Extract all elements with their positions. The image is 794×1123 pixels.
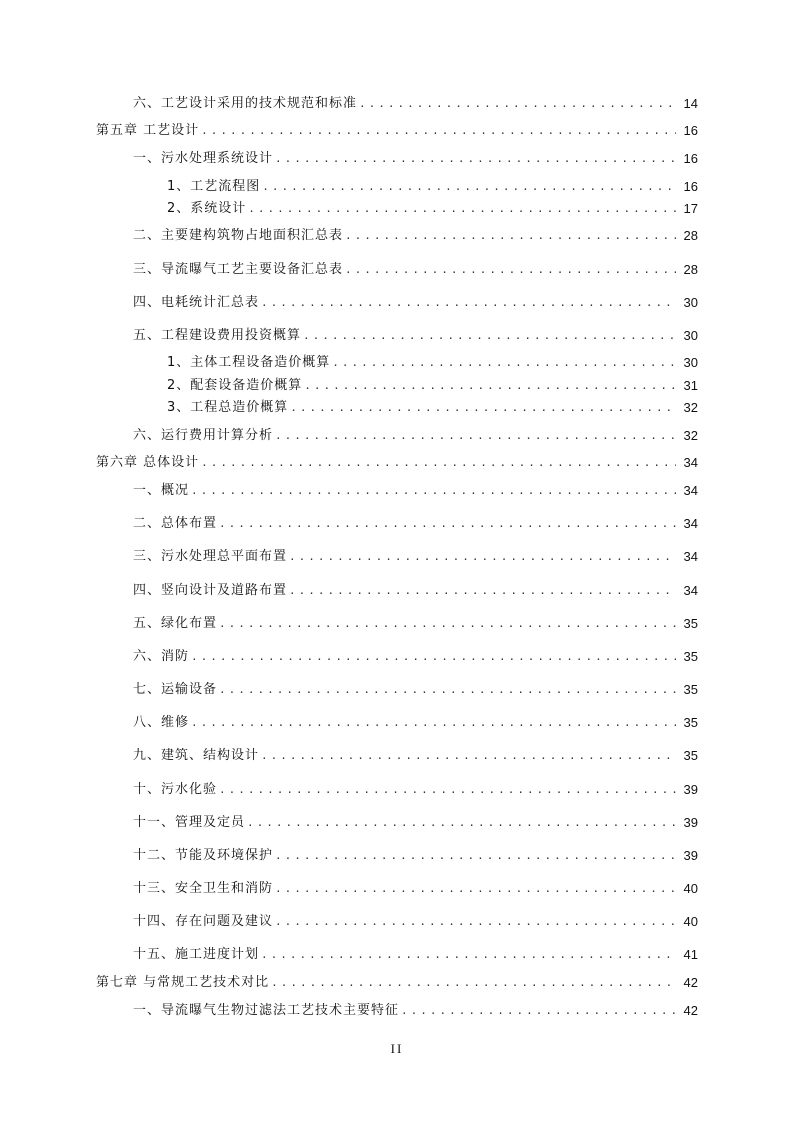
toc-entry-page: 34: [683, 583, 698, 598]
toc-entry-label: 二、总体布置: [133, 516, 218, 531]
toc-entry[interactable]: [133, 846, 698, 866]
toc-entry[interactable]: [96, 973, 698, 993]
dot-leader: [275, 846, 676, 866]
toc-entry[interactable]: [133, 426, 698, 446]
dot-leader: [303, 326, 676, 346]
toc-entry-label: 十五、施工进度计划: [133, 947, 260, 962]
dot-leader: [248, 199, 676, 219]
toc-entry-page: 39: [683, 848, 698, 863]
dot-leader: [201, 121, 676, 141]
dot-leader: [191, 647, 676, 667]
dot-leader: [219, 514, 676, 534]
toc-entry[interactable]: [133, 746, 698, 766]
toc-entry-page: 31: [683, 378, 698, 393]
toc-entry-page: 40: [683, 914, 698, 929]
dot-leader: [261, 293, 676, 313]
toc-entry-page: 40: [683, 881, 698, 896]
toc-entry-page: 16: [683, 123, 698, 138]
dot-leader: [219, 780, 676, 800]
dot-leader: [262, 177, 676, 197]
toc-entry[interactable]: [133, 945, 698, 965]
toc-entry-label: 十四、存在问题及建议: [133, 914, 274, 929]
toc-entry-label: 四、电耗统计汇总表: [133, 295, 260, 310]
toc-entry-label: 十三、安全卫生和消防: [133, 881, 274, 896]
dot-leader: [345, 226, 676, 246]
dot-leader: [332, 353, 676, 373]
toc-entry[interactable]: [133, 813, 698, 833]
dot-leader: [345, 260, 676, 280]
toc-entry-page: 35: [683, 748, 698, 763]
dot-leader: [275, 426, 676, 446]
toc-entry-label: 2、配套设备造价概算: [167, 378, 303, 393]
toc-entry-label: 2、系统设计: [167, 201, 247, 216]
toc-entry[interactable]: [167, 398, 698, 418]
toc-entry-page: 17: [683, 201, 698, 216]
toc-entry[interactable]: [133, 780, 698, 800]
dot-leader: [401, 1001, 676, 1021]
toc-entry-label: 三、污水处理总平面布置: [133, 549, 288, 564]
toc-entry-label: 1、工艺流程图: [167, 179, 261, 194]
toc-entry-page: 42: [683, 1003, 698, 1018]
toc-entry-label: 六、工艺设计采用的技术规范和标准: [133, 96, 358, 111]
toc-entry-label: 一、导流曝气生物过滤法工艺技术主要特征: [133, 1003, 400, 1018]
toc-entry-page: 30: [683, 355, 698, 370]
toc-entry-page: 30: [683, 295, 698, 310]
toc-entry-page: 34: [683, 455, 698, 470]
toc-entry[interactable]: [167, 177, 698, 197]
toc-entry[interactable]: [133, 647, 698, 667]
toc-entry-label: 五、工程建设费用投资概算: [133, 328, 302, 343]
toc-entry[interactable]: [133, 581, 698, 601]
dot-leader: [275, 879, 676, 899]
toc-entry-page: 30: [683, 328, 698, 343]
toc-entry-label: 三、导流曝气工艺主要设备汇总表: [133, 262, 344, 277]
toc-entry-label: 1、主体工程设备造价概算: [167, 355, 331, 370]
toc-entry-label: 第七章 与常规工艺技术对比: [96, 975, 270, 990]
toc-entry[interactable]: [133, 713, 698, 733]
dot-leader: [219, 680, 676, 700]
toc-entry-page: 35: [683, 616, 698, 631]
dot-leader: [201, 453, 676, 473]
dot-leader: [359, 94, 676, 114]
toc-entry-page: 16: [683, 151, 698, 166]
toc-entry-page: 35: [683, 715, 698, 730]
toc-entry-label: 十、污水化验: [133, 782, 218, 797]
toc-entry[interactable]: [133, 226, 698, 246]
toc-entry-page: 32: [683, 428, 698, 443]
toc-entry-page: 28: [683, 262, 698, 277]
toc-entry-page: 32: [683, 400, 698, 415]
toc-entry[interactable]: [167, 376, 698, 396]
toc-entry-page: 34: [683, 549, 698, 564]
dot-leader: [191, 481, 676, 501]
toc-entry[interactable]: [133, 293, 698, 313]
toc-entry[interactable]: [167, 353, 698, 373]
toc-entry[interactable]: [133, 326, 698, 346]
toc-entry-label: 一、概况: [133, 483, 190, 498]
toc-entry-label: 六、运行费用计算分析: [133, 428, 274, 443]
toc-entry[interactable]: [96, 121, 698, 141]
dot-leader: [289, 547, 676, 567]
toc-entry-label: 八、维修: [133, 715, 190, 730]
toc-entry[interactable]: [133, 680, 698, 700]
page-number: II: [390, 1041, 404, 1056]
toc-entry-page: 39: [683, 782, 698, 797]
toc-entry-page: 14: [683, 96, 698, 111]
toc-entry[interactable]: [133, 879, 698, 899]
toc-entry-label: 五、绿化布置: [133, 616, 218, 631]
toc-entry-page: 28: [683, 228, 698, 243]
dot-leader: [290, 398, 676, 418]
toc-entry[interactable]: [133, 1001, 698, 1021]
dot-leader: [271, 973, 676, 993]
dot-leader: [275, 912, 676, 932]
toc-entry-label: 3、工程总造价概算: [167, 400, 289, 415]
toc-entry[interactable]: [96, 453, 698, 473]
dot-leader: [191, 713, 676, 733]
toc-entry-label: 十二、节能及环境保护: [133, 848, 274, 863]
dot-leader: [219, 614, 676, 634]
toc-entry[interactable]: [133, 260, 698, 280]
toc-entry-label: 十一、管理及定员: [133, 815, 246, 830]
toc-entry[interactable]: [133, 94, 698, 114]
toc-entry-label: 四、竖向设计及道路布置: [133, 583, 288, 598]
dot-leader: [261, 746, 676, 766]
toc-entry[interactable]: [133, 614, 698, 634]
toc-entry[interactable]: [133, 514, 698, 534]
toc-entry-page: 41: [683, 947, 698, 962]
toc-entry[interactable]: [133, 481, 698, 501]
toc-entry-label: 第五章 工艺设计: [96, 123, 200, 138]
dot-leader: [261, 945, 676, 965]
toc-entry-page: 35: [683, 649, 698, 664]
toc-entry-page: 39: [683, 815, 698, 830]
dot-leader: [304, 376, 676, 396]
toc-entry-label: 九、建筑、结构设计: [133, 748, 260, 763]
dot-leader: [247, 813, 676, 833]
dot-leader: [289, 581, 676, 601]
toc-entry-label: 第六章 总体设计: [96, 455, 200, 470]
toc-entry-label: 六、消防: [133, 649, 190, 664]
toc-entry[interactable]: [133, 547, 698, 567]
toc-entry-label: 一、污水处理系统设计: [133, 151, 274, 166]
toc-entry[interactable]: [133, 912, 698, 932]
dot-leader: [275, 149, 676, 169]
toc-entry-page: 35: [683, 682, 698, 697]
toc-entry-page: 16: [683, 179, 698, 194]
toc-entry-label: 七、运输设备: [133, 682, 218, 697]
toc-entry[interactable]: [133, 149, 698, 169]
toc-entry-page: 34: [683, 516, 698, 531]
toc-entry[interactable]: [167, 199, 698, 219]
toc-entry-label: 二、主要建构筑物占地面积汇总表: [133, 228, 344, 243]
toc-entry-page: 42: [683, 975, 698, 990]
toc-entry-page: 34: [683, 483, 698, 498]
